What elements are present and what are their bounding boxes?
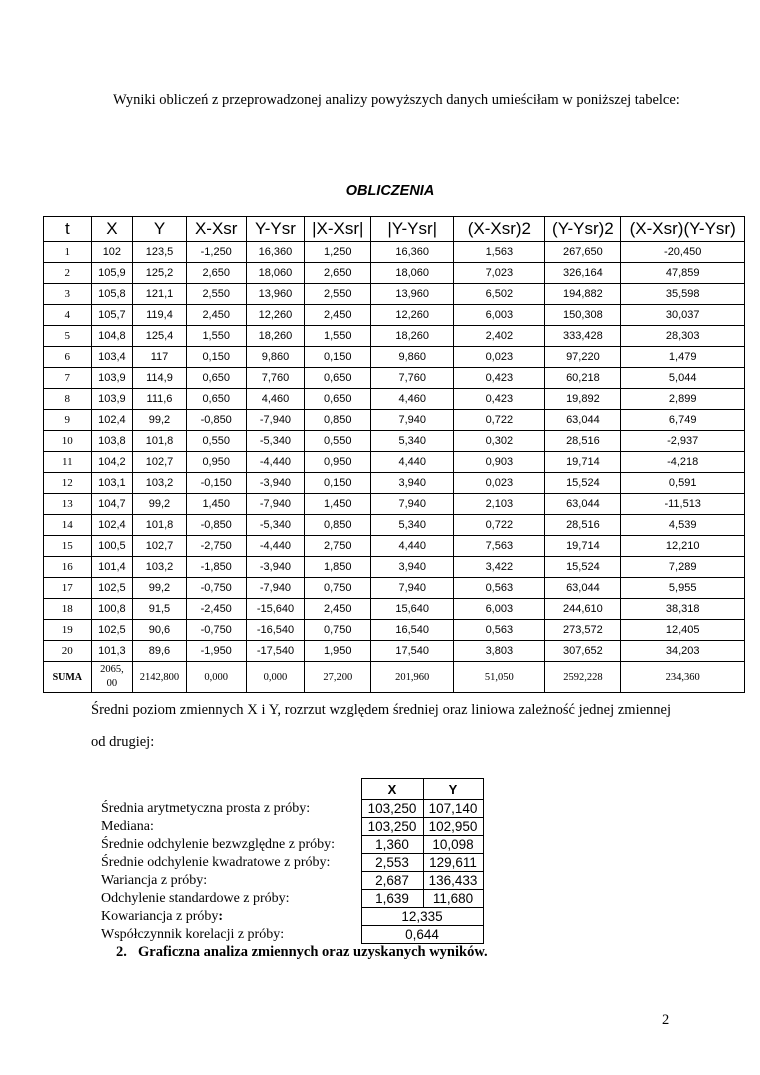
table-cell: -2,750: [186, 536, 246, 557]
stats-x-value: 103,250: [361, 800, 423, 818]
table-cell: 1,850: [305, 557, 371, 578]
table-cell: 0,563: [454, 620, 545, 641]
stats-row: [98, 890, 483, 908]
table-cell: 0,150: [186, 347, 246, 368]
table-cell: 19,714: [545, 536, 621, 557]
table-cell: 0,591: [621, 473, 745, 494]
table-cell: 5,340: [371, 431, 454, 452]
stats-intro-paragraph: Średni poziom zmiennych X i Y, rozrzut względem średniej oraz liniowa zależność jednej zmiennej od drugiej:: [91, 702, 671, 750]
stats-header-y: Y: [423, 779, 483, 800]
table-cell: 19,892: [545, 389, 621, 410]
table-cell: 1,450: [305, 494, 371, 515]
table-cell: 0,950: [186, 452, 246, 473]
table-cell: 18,260: [371, 326, 454, 347]
table-cell: 7,289: [621, 557, 745, 578]
table-cell: -1,850: [186, 557, 246, 578]
table-cell: 104,8: [91, 326, 133, 347]
table-cell: 16,360: [371, 242, 454, 263]
table-cell: -2,450: [186, 599, 246, 620]
table-cell: -3,940: [246, 473, 305, 494]
table-cell: 7,760: [246, 368, 305, 389]
table-cell: 6,502: [454, 284, 545, 305]
table-cell: 4: [44, 305, 92, 326]
table-cell: -20,450: [621, 242, 745, 263]
table-cell: 0,302: [454, 431, 545, 452]
table-cell: -0,750: [186, 620, 246, 641]
table-cell: 89,6: [133, 641, 187, 662]
table-cell: 3,940: [371, 557, 454, 578]
table-cell: 4,440: [371, 452, 454, 473]
table-cell: 3,422: [454, 557, 545, 578]
stats-y-value: 107,140: [423, 800, 483, 818]
table-cell: 16,540: [371, 620, 454, 641]
table-cell: 18,260: [246, 326, 305, 347]
page-number: 2: [662, 1012, 670, 1028]
table-cell: 15,524: [545, 473, 621, 494]
stats-x-value: 2,553: [361, 854, 423, 872]
table-row: [44, 326, 745, 347]
section-heading: [116, 944, 488, 961]
table-cell: 12,260: [371, 305, 454, 326]
stats-header-x: X: [361, 779, 423, 800]
table-cell: 4,460: [246, 389, 305, 410]
table-cell: 102,7: [133, 452, 187, 473]
table-cell: 102,5: [91, 578, 133, 599]
table-cell: 5,340: [371, 515, 454, 536]
table-cell: 0,023: [454, 473, 545, 494]
stats-y-value: 11,680: [423, 890, 483, 908]
stats-row: [98, 800, 483, 818]
table-cell: 14: [44, 515, 92, 536]
table-cell: 0,750: [305, 620, 371, 641]
table-cell: 19: [44, 620, 92, 641]
table-cell: 47,859: [621, 263, 745, 284]
table-cell: 30,037: [621, 305, 745, 326]
table-cell: 7,760: [371, 368, 454, 389]
table-row: [44, 242, 745, 263]
table-cell: 2,450: [305, 599, 371, 620]
table-cell: 101,3: [91, 641, 133, 662]
table-cell: 15,524: [545, 557, 621, 578]
stats-merged-value: 12,335: [361, 908, 483, 926]
stats-x-value: 1,360: [361, 836, 423, 854]
column-header: (Y-Ysr)2: [545, 217, 621, 242]
column-header: Y: [133, 217, 187, 242]
table-cell: 3,940: [371, 473, 454, 494]
table-cell: -11,513: [621, 494, 745, 515]
sum-cell: 201,960: [371, 662, 454, 693]
statistics-table: [98, 778, 484, 944]
column-header: (X-Xsr)2: [454, 217, 545, 242]
column-header: (X-Xsr)(Y-Ysr): [621, 217, 745, 242]
table-cell: 117: [133, 347, 187, 368]
table-cell: 16: [44, 557, 92, 578]
table-cell: 15: [44, 536, 92, 557]
table-cell: 0,550: [305, 431, 371, 452]
stats-label: Wariancja z próby:: [101, 873, 208, 888]
table-cell: 0,650: [186, 368, 246, 389]
table-cell: 114,9: [133, 368, 187, 389]
stats-header-blank: [98, 779, 361, 800]
table-cell: 103,2: [133, 557, 187, 578]
table-cell: 307,652: [545, 641, 621, 662]
sum-cell: 27,200: [305, 662, 371, 693]
table-cell: 2,899: [621, 389, 745, 410]
table-row: [44, 599, 745, 620]
table-cell: 102,5: [91, 620, 133, 641]
table-row: [44, 452, 745, 473]
sum-cell: 2142,800: [133, 662, 187, 693]
table-cell: 111,6: [133, 389, 187, 410]
table-cell: 13: [44, 494, 92, 515]
table-row: [44, 389, 745, 410]
table-cell: 103,9: [91, 368, 133, 389]
table-cell: 4,440: [371, 536, 454, 557]
table-cell: 9,860: [371, 347, 454, 368]
table-cell: -0,850: [186, 410, 246, 431]
table-cell: 1: [44, 242, 92, 263]
table-row: [44, 263, 745, 284]
sum-cell: 2065, 00: [91, 662, 133, 693]
stats-x-value: 103,250: [361, 818, 423, 836]
table-cell: 105,8: [91, 284, 133, 305]
table-cell: 17: [44, 578, 92, 599]
table-cell: 125,4: [133, 326, 187, 347]
table-cell: 0,023: [454, 347, 545, 368]
table-cell: 97,220: [545, 347, 621, 368]
table-cell: 12,405: [621, 620, 745, 641]
table-cell: 1,950: [305, 641, 371, 662]
table-cell: 10: [44, 431, 92, 452]
table-cell: 35,598: [621, 284, 745, 305]
table-cell: 1,479: [621, 347, 745, 368]
intro-paragraph: Wyniki obliczeń z przeprowadzonej analizy powyższych danych umieściłam w poniższej tabelce:: [113, 92, 680, 108]
table-cell: -7,940: [246, 410, 305, 431]
table-cell: 125,2: [133, 263, 187, 284]
table-row: [44, 620, 745, 641]
stats-merged-value: 0,644: [361, 926, 483, 944]
table-cell: 103,8: [91, 431, 133, 452]
table-cell: 7,940: [371, 578, 454, 599]
stats-label: Średnie odchylenie kwadratowe z próby:: [101, 855, 331, 870]
calculations-table: [43, 216, 745, 693]
table-cell: 2,450: [305, 305, 371, 326]
table-cell: 103,1: [91, 473, 133, 494]
table-cell: 1,550: [305, 326, 371, 347]
table-caption: OBLICZENIA: [345, 183, 435, 199]
table-cell: 13,960: [371, 284, 454, 305]
stats-label-text: Kowariancja z próby: [101, 909, 219, 924]
stats-row: [98, 872, 483, 890]
table-cell: 5: [44, 326, 92, 347]
table-cell: 7,563: [454, 536, 545, 557]
sum-cell: 2592,228: [545, 662, 621, 693]
table-cell: 0,950: [305, 452, 371, 473]
table-cell: 123,5: [133, 242, 187, 263]
stats-row: [98, 836, 483, 854]
table-cell: 1,450: [186, 494, 246, 515]
stats-y-value: 136,433: [423, 872, 483, 890]
sum-cell: 0,000: [186, 662, 246, 693]
table-cell: 6,003: [454, 599, 545, 620]
table-cell: 17,540: [371, 641, 454, 662]
table-cell: 63,044: [545, 410, 621, 431]
table-cell: 20: [44, 641, 92, 662]
table-header-row: [44, 217, 745, 242]
table-cell: 28,303: [621, 326, 745, 347]
table-cell: 0,150: [305, 473, 371, 494]
table-cell: 267,650: [545, 242, 621, 263]
table-row: [44, 473, 745, 494]
table-cell: 101,8: [133, 431, 187, 452]
table-cell: 2,750: [305, 536, 371, 557]
column-header: X-Xsr: [186, 217, 246, 242]
table-cell: -0,750: [186, 578, 246, 599]
table-cell: 60,218: [545, 368, 621, 389]
table-cell: 0,850: [305, 410, 371, 431]
table-cell: 121,1: [133, 284, 187, 305]
table-cell: 150,308: [545, 305, 621, 326]
table-row: [44, 347, 745, 368]
table-cell: 11: [44, 452, 92, 473]
table-cell: 119,4: [133, 305, 187, 326]
table-cell: -16,540: [246, 620, 305, 641]
table-cell: 2,550: [186, 284, 246, 305]
table-cell: 1,563: [454, 242, 545, 263]
table-cell: 102,4: [91, 515, 133, 536]
stats-x-value: 2,687: [361, 872, 423, 890]
table-cell: 63,044: [545, 578, 621, 599]
table-cell: 18,060: [371, 263, 454, 284]
table-cell: -4,218: [621, 452, 745, 473]
table-cell: 0,750: [305, 578, 371, 599]
table-cell: -4,440: [246, 452, 305, 473]
table-row: [44, 284, 745, 305]
table-cell: 28,516: [545, 431, 621, 452]
table-cell: 1,250: [305, 242, 371, 263]
sum-cell: 0,000: [246, 662, 305, 693]
table-row: [44, 515, 745, 536]
stats-label-colon: :: [218, 909, 224, 924]
table-cell: 2,550: [305, 284, 371, 305]
table-cell: 100,8: [91, 599, 133, 620]
table-cell: -1,250: [186, 242, 246, 263]
table-row: [44, 410, 745, 431]
stats-label: Średnie odchylenie bezwzględne z próby:: [101, 837, 336, 852]
table-cell: 0,850: [305, 515, 371, 536]
table-cell: 91,5: [133, 599, 187, 620]
table-cell: 8: [44, 389, 92, 410]
table-cell: 12,260: [246, 305, 305, 326]
table-cell: 194,882: [545, 284, 621, 305]
table-cell: 103,4: [91, 347, 133, 368]
table-cell: 9: [44, 410, 92, 431]
stats-label: Mediana:: [101, 819, 154, 834]
table-cell: 28,516: [545, 515, 621, 536]
table-cell: 104,2: [91, 452, 133, 473]
table-cell: 2: [44, 263, 92, 284]
table-cell: 105,7: [91, 305, 133, 326]
table-cell: 0,650: [186, 389, 246, 410]
table-cell: 100,5: [91, 536, 133, 557]
table-cell: 34,203: [621, 641, 745, 662]
stats-y-value: 10,098: [423, 836, 483, 854]
table-cell: 103,9: [91, 389, 133, 410]
table-cell: -5,340: [246, 431, 305, 452]
stats-label: [98, 908, 361, 926]
table-cell: 104,7: [91, 494, 133, 515]
table-cell: 101,4: [91, 557, 133, 578]
table-cell: -2,937: [621, 431, 745, 452]
table-cell: 0,722: [454, 515, 545, 536]
table-cell: 3: [44, 284, 92, 305]
table-cell: 7,023: [454, 263, 545, 284]
column-header: X: [91, 217, 133, 242]
stats-label-text: Współczynnik korelacji z próby:: [101, 927, 285, 942]
table-row: [44, 578, 745, 599]
table-cell: 99,2: [133, 494, 187, 515]
table-cell: 103,2: [133, 473, 187, 494]
sum-label: SUMA: [44, 662, 92, 693]
table-cell: 15,640: [371, 599, 454, 620]
table-cell: 6: [44, 347, 92, 368]
section-title: Graficzna analiza zmiennych oraz uzyskanych wyników.: [138, 944, 488, 960]
table-cell: 0,550: [186, 431, 246, 452]
table-cell: 19,714: [545, 452, 621, 473]
table-cell: 1,550: [186, 326, 246, 347]
table-cell: 0,650: [305, 389, 371, 410]
stats-y-value: 102,950: [423, 818, 483, 836]
table-cell: -15,640: [246, 599, 305, 620]
table-cell: 105,9: [91, 263, 133, 284]
stats-label: Odchylenie standardowe z próby:: [101, 891, 290, 906]
table-cell: 4,460: [371, 389, 454, 410]
table-cell: 12: [44, 473, 92, 494]
stats-label: [98, 926, 361, 944]
table-cell: 0,563: [454, 578, 545, 599]
stats-row: [98, 818, 483, 836]
stats-y-value: 129,611: [423, 854, 483, 872]
table-cell: 326,164: [545, 263, 621, 284]
table-cell: 0,150: [305, 347, 371, 368]
table-cell: -0,850: [186, 515, 246, 536]
table-cell: 3,803: [454, 641, 545, 662]
table-cell: -5,340: [246, 515, 305, 536]
stats-row: [98, 854, 483, 872]
table-cell: 0,423: [454, 389, 545, 410]
table-cell: 9,860: [246, 347, 305, 368]
table-row: [44, 368, 745, 389]
table-cell: 5,955: [621, 578, 745, 599]
table-row: [44, 305, 745, 326]
table-cell: 13,960: [246, 284, 305, 305]
stats-row: [98, 926, 483, 944]
column-header: |Y-Ysr|: [371, 217, 454, 242]
table-cell: 6,003: [454, 305, 545, 326]
stats-label: Średnia arytmetyczna prosta z próby:: [101, 801, 311, 816]
table-row: [44, 557, 745, 578]
table-cell: 102: [91, 242, 133, 263]
table-cell: -0,150: [186, 473, 246, 494]
table-row: [44, 641, 745, 662]
table-cell: 102,7: [133, 536, 187, 557]
sum-cell: 51,050: [454, 662, 545, 693]
sum-row: [44, 662, 745, 693]
table-cell: 244,610: [545, 599, 621, 620]
table-cell: 18,060: [246, 263, 305, 284]
table-cell: 99,2: [133, 410, 187, 431]
table-cell: 2,650: [305, 263, 371, 284]
table-cell: 5,044: [621, 368, 745, 389]
table-cell: 7,940: [371, 410, 454, 431]
stats-row: [98, 908, 483, 926]
table-cell: 0,650: [305, 368, 371, 389]
table-cell: 38,318: [621, 599, 745, 620]
column-header: Y-Ysr: [246, 217, 305, 242]
table-cell: -3,940: [246, 557, 305, 578]
table-cell: 63,044: [545, 494, 621, 515]
table-cell: -17,540: [246, 641, 305, 662]
table-cell: -1,950: [186, 641, 246, 662]
table-cell: 90,6: [133, 620, 187, 641]
column-header: |X-Xsr|: [305, 217, 371, 242]
table-cell: 0,423: [454, 368, 545, 389]
table-cell: 2,450: [186, 305, 246, 326]
table-cell: 16,360: [246, 242, 305, 263]
table-cell: 18: [44, 599, 92, 620]
table-cell: 0,722: [454, 410, 545, 431]
stats-header-row: [98, 779, 483, 800]
table-cell: 101,8: [133, 515, 187, 536]
table-cell: 6,749: [621, 410, 745, 431]
table-cell: 0,903: [454, 452, 545, 473]
sum-cell: 234,360: [621, 662, 745, 693]
table-row: [44, 431, 745, 452]
table-cell: 99,2: [133, 578, 187, 599]
table-cell: -4,440: [246, 536, 305, 557]
table-cell: 12,210: [621, 536, 745, 557]
table-cell: 2,402: [454, 326, 545, 347]
table-cell: 333,428: [545, 326, 621, 347]
column-header: t: [44, 217, 92, 242]
table-cell: 4,539: [621, 515, 745, 536]
table-cell: 102,4: [91, 410, 133, 431]
table-row: [44, 494, 745, 515]
section-number: 2.: [116, 944, 127, 960]
table-cell: -7,940: [246, 494, 305, 515]
table-cell: 2,103: [454, 494, 545, 515]
stats-x-value: 1,639: [361, 890, 423, 908]
table-cell: 273,572: [545, 620, 621, 641]
table-row: [44, 536, 745, 557]
table-cell: 7: [44, 368, 92, 389]
table-cell: -7,940: [246, 578, 305, 599]
table-cell: 2,650: [186, 263, 246, 284]
table-cell: 7,940: [371, 494, 454, 515]
